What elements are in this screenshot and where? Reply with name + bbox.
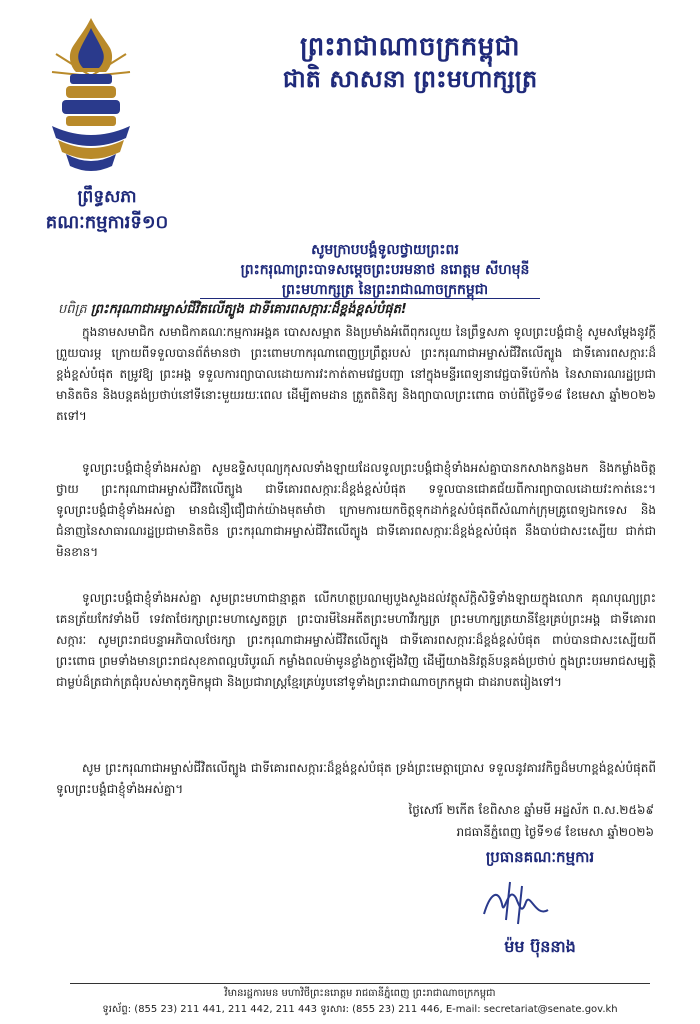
commission-name: គណៈកម្មការទី១០ (45, 212, 169, 233)
senate-emblem-icon (48, 14, 134, 182)
kingdom-title: ព្រះរាជាណាចក្រកម្ពុជា (300, 32, 520, 62)
body-paragraph-2: ទូលព្រះបង្គំជាខ្ញុំទាំងអស់គ្នា សូមឧទ្ទិសបុណ្យកុសលទាំងឡាយដែលទូលព្រះបង្គំជាខ្ញុំទាំងអស់គ្នាបានកសាងកន្លងមក និងកម្លាំងចិត្ត ថ្វាយ ព្រះករុណាជាអម្ចាស់ជីវិតលើត្បូង ជាទីគោរពសក្ការៈដ៏ខ្ពង់ខ្ពស់បំផុត ទទួលបានជោគជ័យពីការព្យាបាលដោយវះកាត់នេះ។ ទូលព្រះបង្គំជាខ្ញុំទាំងអស់គ្នា មានជំនឿជឿជាក់យ៉ាងមុតមាំថា ក្រោមការយកចិត្តទុកដាក់ខ្ពស់បំផុតពីសំណាក់ក្រុមគ្រូពេទ្យឯកទេស និងជំនាញនៃសាធារណរដ្ឋប្រជាមានិតចិន ព្រះករុណាជាអម្ចាស់ជីវិតលើត្បូង ជាទីគោរពសក្ការៈដ៏ខ្ពង់ខ្ពស់បំផុត នឹងបាប់ជាសះស្បើយ ជាក់ជាមិនខាន។ (56, 461, 656, 559)
footer-contacts: ទូរស័ព្ទ: (855 23) 211 441, 211 442, 211 443 ទូរសារ: (855 23) 211 446, E-mail: secretariat@senate.gov.kh (102, 1004, 618, 1015)
footer-divider (70, 983, 650, 984)
body-paragraph-4: សូម ព្រះករុណាជាអម្ចាស់ជីវិតលើត្បូង ជាទីគោរពសក្ការៈដ៏ខ្ពង់ខ្ពស់បំផុត ទ្រង់ព្រះមេត្តាប្រោស ទទួលនូវគារវកិច្ចដ៏មហាខ្ពង់ខ្ពស់បំផុតពីទូលព្រះបង្គំជាខ្ញុំទាំងអស់គ្នា។ (56, 761, 656, 796)
lunar-date: ថ្ងៃសៅរ៍ ២កើត ខែពិសាខ ឆ្នាំមមី អដ្ឋស័ក ព.ស.២៥៦៩ (408, 803, 654, 817)
body-paragraph-3: ទូលព្រះបង្គំជាខ្ញុំទាំងអស់គ្នា សូមព្រះមហាជាន្មាគ្គត លើកហត្ថប្រណម្យបួងសួងដល់វត្ថុស័ក្តិសិទ្ធិទាំងឡាយក្នុងលោក គុណបុណ្យព្រះគេនត្រ័យកែវទាំងបី ទេវតាថែរក្សាព្រះមហាស្វេតច្ឆត្រ ព្រះបារមីនៃអតីតព្រះមហាវីរក្សត្រ ព្រះមហាក្សត្រយានីខ្មែរគ្រប់ព្រះអង្គ ជាទីគោរពសក្ការៈ សូមព្រះរាជបន្ទាអភិបាលថែរក្សា ព្រះករុណាជាអម្ចាស់ជីវិតលើត្បូង ជាទីគោរពសក្ការៈដ៏ខ្ពង់ខ្ពស់បំផុត ពាប់បានជាសះស្បើយពីព្រះពោធ ព្រមទាំងមានព្រះរាជសុខភាពល្អបរិបូរណ៍ កម្លាំងពលម៉ាមូនខ្លាំងក្លាឡើងវិញ ដើម្បីយាងនិវត្តន៍បន្តគង់ប្រថាប់ ក្នុងព្រះបរមរាជសម្បត្តិ ជាម្លប់ដ៏ត្រជាក់ត្រជុំរបស់មាតុភូមិកម្ពុជា និងប្រជារាស្ត្រខ្មែរគ្រប់រូបនៅទូទាំងព្រះរាជាណាចក្រកម្ពុជា ជាដរាបតរៀងទៅ។ (56, 591, 656, 689)
subject-line (58, 301, 658, 320)
body-paragraph-1: ក្នុងនាមសមាជិក សមាជិកាគណៈកម្មការអង្គគ បោសសម្អាត និងប្រមាំងអំពើពុករលួយ នៃព្រឹទ្ធសភា ទូលព្រះបង្គំជាខ្ញុំ សូមសម្តែងនូវក្តីព្រួយបារម្ភ ក្រោយពីទទួលបានព័ត៌មានថា ព្រះពោមហាករុណាពេញប្រព្រឹត្តរបស់ ព្រះករុណាជាអម្ចាស់ជីវិតលើត្បូង ជាទីគោរពសក្ការៈដ៏ខ្ពង់ខ្ពស់បំផុត តម្រូវឱ្យ ព្រះអង្គ ទទួលការព្យាបាលដោយការវះកាត់តាមវេជ្ជបញ្ជា នៅក្នុងមន្ទីរពេទ្យនាវេជ្ជបាទីប៉េកាំង នៃសាធារណរដ្ឋប្រជាមានិតចិន និងបន្តគង់ប្រថាប់នៅទីនោះមួយរយៈពេល ដើម្បីតាមដាន ត្រួតពិនិត្យ និងព្យាបាលព្រះពោធ ចាប់ពីថ្ងៃទី១៨ ខែមេសា ឆ្នាំ២០២៦ តទៅ។ (56, 325, 656, 423)
signatory-name: ម៉ម ប៊ុននាង (504, 937, 576, 956)
solar-date: រាជធានីភ្នំពេញ ថ្ងៃទី១៨ ខែមេសា ឆ្នាំ២០២៦ (456, 825, 654, 839)
org-name: ព្រឹទ្ធសភា (77, 187, 137, 207)
recipient-line: ព្រះករុណាព្រះបាទសម្តេចព្រះបរមនាថ នរោត្តម សីហមុនី (240, 262, 530, 278)
heading-underline (200, 298, 540, 299)
handwritten-signature-icon (476, 874, 556, 936)
signatory-title: ប្រធានគណៈកម្មការ (485, 848, 595, 866)
footer-address: វិមានរដ្ឋការមន មហាវិថីព្រះនរោត្តម រាជធានីភ្នំពេញ ព្រះរាជាណាចក្រកម្ពុជា (224, 988, 496, 999)
subject-title: ព្រះករុណាជាអម្ចាស់ជីវិតលើត្បូង ជាទីគោរពសក្ការៈដ៏ខ្ពង់ខ្ពស់បំផុត! (90, 302, 407, 317)
recipient-title-line: ព្រះមហាក្សត្រ នៃព្រះរាជាណាចក្រកម្ពុជា (281, 282, 489, 298)
salutation-line: សូមក្រាបបង្គំទូលថ្វាយព្រះពរ (311, 242, 459, 258)
subject-label: បពិត្រ (58, 302, 87, 317)
national-motto: ជាតិ សាសនា ព្រះមហាក្សត្រ (282, 65, 538, 93)
